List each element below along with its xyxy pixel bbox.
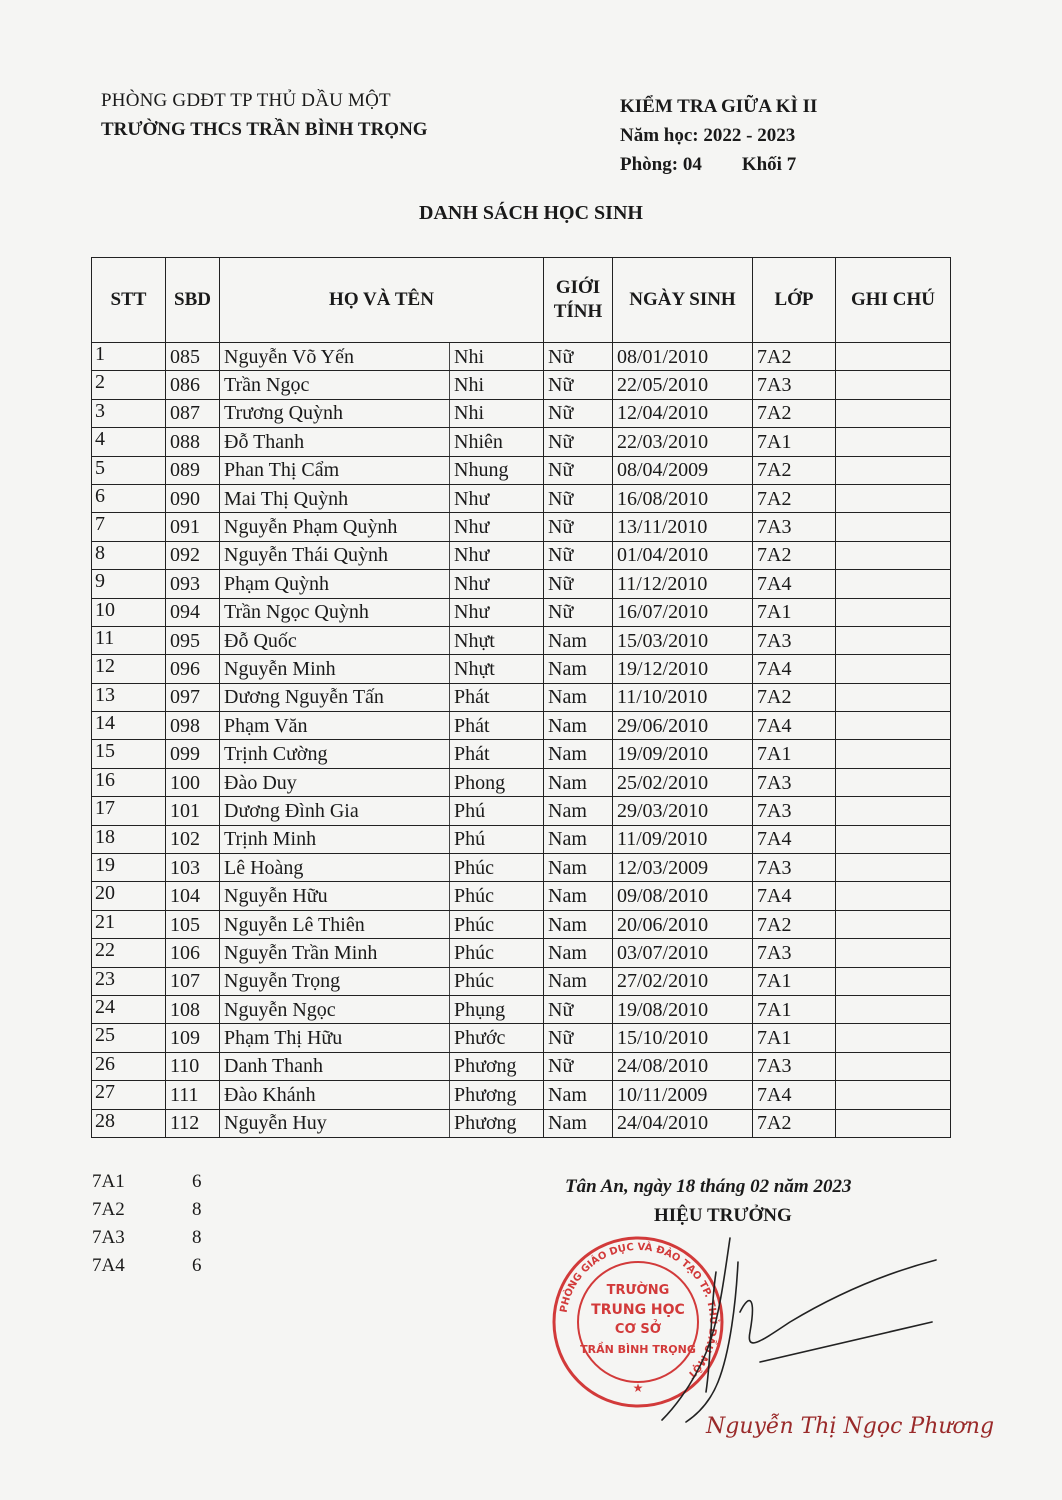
sbd-cell: 093 — [166, 570, 220, 598]
birth-date-cell: 24/08/2010 — [613, 1052, 753, 1080]
birth-date-cell: 11/12/2010 — [613, 570, 753, 598]
table-row — [92, 995, 951, 1023]
stt-cell: 10 — [92, 598, 166, 626]
stt-cell: 4 — [92, 428, 166, 456]
svg-text:TRƯỜNG: TRƯỜNG — [606, 1283, 670, 1298]
col-header-birth-date: NGÀY SINH — [613, 258, 753, 343]
table-row — [92, 882, 951, 910]
class-cell: 7A2 — [753, 399, 836, 427]
class-cell: 7A2 — [753, 1109, 836, 1137]
stt-cell: 13 — [92, 683, 166, 711]
sbd-cell: 095 — [166, 626, 220, 654]
department-name: PHÒNG GDĐT TP THỦ DẦU MỘT — [101, 90, 391, 111]
given-name-cell: Phúc — [450, 967, 544, 995]
sbd-cell: 087 — [166, 399, 220, 427]
given-name-cell: Phụng — [450, 995, 544, 1023]
class-cell: 7A3 — [753, 797, 836, 825]
birth-date-cell: 10/11/2009 — [613, 1081, 753, 1109]
class-cell: 7A4 — [753, 570, 836, 598]
sbd-cell: 086 — [166, 371, 220, 399]
class-cell: 7A3 — [753, 854, 836, 882]
class-cell: 7A4 — [753, 655, 836, 683]
name-cell: Đỗ Thanh — [220, 428, 450, 456]
table-row — [92, 1052, 951, 1080]
stt-cell: 6 — [92, 484, 166, 512]
note-cell — [836, 825, 951, 853]
table-row — [92, 683, 951, 711]
gender-cell: Nam — [544, 683, 613, 711]
grade-label: Khối 7 — [741, 154, 797, 175]
student-roster-table — [91, 257, 951, 1138]
sbd-cell: 103 — [166, 854, 220, 882]
birth-date-cell: 08/04/2009 — [613, 456, 753, 484]
note-cell — [836, 882, 951, 910]
stt-cell: 27 — [92, 1081, 166, 1109]
class-cell: 7A3 — [753, 513, 836, 541]
given-name-cell: Phương — [450, 1081, 544, 1109]
gender-cell: Nam — [544, 1081, 613, 1109]
class-cell: 7A2 — [753, 343, 836, 371]
gender-cell: Nữ — [544, 399, 613, 427]
class-summary-row — [92, 1224, 222, 1252]
birth-date-cell: 11/10/2010 — [613, 683, 753, 711]
note-cell — [836, 768, 951, 796]
svg-text:TRUNG HỌC: TRUNG HỌC — [591, 1302, 685, 1318]
stt-cell: 5 — [92, 456, 166, 484]
sbd-cell: 101 — [166, 797, 220, 825]
table-row — [92, 598, 951, 626]
note-cell — [836, 428, 951, 456]
name-cell: Dương Đình Gia — [220, 797, 450, 825]
summary-count: 6 — [192, 1255, 202, 1276]
note-cell — [836, 910, 951, 938]
note-cell — [836, 740, 951, 768]
name-cell: Nguyễn Ngọc — [220, 995, 450, 1023]
given-name-cell: Nhựt — [450, 655, 544, 683]
class-cell: 7A2 — [753, 910, 836, 938]
note-cell — [836, 1109, 951, 1137]
signer-name: Nguyễn Thị Ngọc Phương — [706, 1414, 995, 1439]
name-cell: Trịnh Minh — [220, 825, 450, 853]
gender-cell: Nữ — [544, 570, 613, 598]
note-cell — [836, 399, 951, 427]
gender-cell: Nam — [544, 740, 613, 768]
name-cell: Nguyễn Võ Yến — [220, 343, 450, 371]
name-cell: Đào Khánh — [220, 1081, 450, 1109]
stt-cell: 2 — [92, 371, 166, 399]
given-name-cell: Nhựt — [450, 626, 544, 654]
table-row — [92, 939, 951, 967]
given-name-cell: Phong — [450, 768, 544, 796]
summary-class: 7A1 — [92, 1171, 125, 1192]
given-name-cell: Nhung — [450, 456, 544, 484]
class-cell: 7A4 — [753, 1081, 836, 1109]
birth-date-cell: 13/11/2010 — [613, 513, 753, 541]
sbd-cell: 099 — [166, 740, 220, 768]
sbd-cell: 094 — [166, 598, 220, 626]
sbd-cell: 097 — [166, 683, 220, 711]
school-year: Năm học: 2022 - 2023 — [620, 125, 796, 146]
stt-cell: 8 — [92, 541, 166, 569]
stt-cell: 22 — [92, 939, 166, 967]
col-header-sbd: SBD — [166, 258, 220, 343]
stt-cell: 21 — [92, 910, 166, 938]
given-name-cell: Như — [450, 598, 544, 626]
gender-cell: Nam — [544, 854, 613, 882]
table-row — [92, 854, 951, 882]
class-summary-row — [92, 1252, 222, 1280]
sbd-cell: 109 — [166, 1024, 220, 1052]
name-cell: Nguyễn Hữu — [220, 882, 450, 910]
stt-cell: 18 — [92, 825, 166, 853]
gender-cell: Nữ — [544, 513, 613, 541]
birth-date-cell: 19/12/2010 — [613, 655, 753, 683]
gender-cell: Nữ — [544, 1024, 613, 1052]
sbd-cell: 107 — [166, 967, 220, 995]
stt-cell: 26 — [92, 1052, 166, 1080]
table-row — [92, 1024, 951, 1052]
stt-cell: 14 — [92, 712, 166, 740]
given-name-cell: Như — [450, 541, 544, 569]
svg-text:TRẦN BÌNH TRỌNG: TRẦN BÌNH TRỌNG — [580, 1343, 696, 1356]
room-label: Phòng: 04 — [620, 154, 702, 175]
place-date: Tân An, ngày 18 tháng 02 năm 2023 — [565, 1176, 852, 1197]
table-row — [92, 541, 951, 569]
given-name-cell: Phát — [450, 740, 544, 768]
gender-cell: Nam — [544, 797, 613, 825]
name-cell: Nguyễn Huy — [220, 1109, 450, 1137]
stt-cell: 12 — [92, 655, 166, 683]
given-name-cell: Phát — [450, 683, 544, 711]
given-name-cell: Như — [450, 570, 544, 598]
class-cell: 7A1 — [753, 995, 836, 1023]
summary-class: 7A4 — [92, 1255, 125, 1276]
gender-cell: Nam — [544, 712, 613, 740]
sbd-cell: 089 — [166, 456, 220, 484]
name-cell: Trương Quỳnh — [220, 399, 450, 427]
class-cell: 7A2 — [753, 541, 836, 569]
given-name-cell: Phúc — [450, 882, 544, 910]
note-cell — [836, 570, 951, 598]
gender-cell: Nữ — [544, 343, 613, 371]
note-cell — [836, 541, 951, 569]
birth-date-cell: 27/02/2010 — [613, 967, 753, 995]
stt-cell: 17 — [92, 797, 166, 825]
class-cell: 7A3 — [753, 371, 836, 399]
sbd-cell: 102 — [166, 825, 220, 853]
stt-cell: 28 — [92, 1109, 166, 1137]
col-header-gender — [544, 258, 613, 343]
summary-count: 8 — [192, 1227, 202, 1248]
gender-cell: Nữ — [544, 541, 613, 569]
signer-title: HIỆU TRƯỞNG — [654, 1205, 792, 1226]
table-row — [92, 343, 951, 371]
given-name-cell: Phúc — [450, 854, 544, 882]
note-cell — [836, 995, 951, 1023]
note-cell — [836, 712, 951, 740]
note-cell — [836, 683, 951, 711]
class-cell: 7A1 — [753, 598, 836, 626]
sbd-cell: 085 — [166, 343, 220, 371]
col-header-note: GHI CHÚ — [836, 258, 951, 343]
table-row — [92, 967, 951, 995]
table-row — [92, 655, 951, 683]
note-cell — [836, 655, 951, 683]
name-cell: Nguyễn Minh — [220, 655, 450, 683]
seal-ring-text: PHÒNG GIÁO DỤC VÀ ĐÀO TẠO TP. THỦ DẦU MỘT — [558, 1241, 719, 1381]
given-name-cell: Như — [450, 484, 544, 512]
stt-cell: 19 — [92, 854, 166, 882]
gender-cell: Nữ — [544, 598, 613, 626]
gender-cell: Nam — [544, 967, 613, 995]
name-cell: Phạm Văn — [220, 712, 450, 740]
name-cell: Dương Nguyễn Tấn — [220, 683, 450, 711]
given-name-cell: Nhi — [450, 399, 544, 427]
name-cell: Nguyễn Trần Minh — [220, 939, 450, 967]
col-header-class: LỚP — [753, 258, 836, 343]
note-cell — [836, 343, 951, 371]
table-row — [92, 1081, 951, 1109]
sbd-cell: 088 — [166, 428, 220, 456]
birth-date-cell: 12/03/2009 — [613, 854, 753, 882]
given-name-cell: Phước — [450, 1024, 544, 1052]
birth-date-cell: 15/10/2010 — [613, 1024, 753, 1052]
class-cell: 7A1 — [753, 428, 836, 456]
name-cell: Nguyễn Phạm Quỳnh — [220, 513, 450, 541]
table-row — [92, 399, 951, 427]
sbd-cell: 096 — [166, 655, 220, 683]
birth-date-cell: 20/06/2010 — [613, 910, 753, 938]
table-row — [92, 626, 951, 654]
birth-date-cell: 15/03/2010 — [613, 626, 753, 654]
table-row — [92, 484, 951, 512]
exam-title: KIỂM TRA GIỮA KÌ II — [620, 96, 818, 117]
exam-info — [620, 92, 817, 179]
table-row — [92, 768, 951, 796]
name-cell: Phạm Quỳnh — [220, 570, 450, 598]
note-cell — [836, 626, 951, 654]
sbd-cell: 108 — [166, 995, 220, 1023]
birth-date-cell: 22/05/2010 — [613, 371, 753, 399]
list-title: DANH SÁCH HỌC SINH — [419, 202, 643, 224]
svg-text:CƠ SỞ: CƠ SỞ — [614, 1322, 662, 1337]
gender-cell: Nam — [544, 655, 613, 683]
note-cell — [836, 854, 951, 882]
given-name-cell: Phú — [450, 825, 544, 853]
note-cell — [836, 598, 951, 626]
gender-cell: Nam — [544, 825, 613, 853]
birth-date-cell: 01/04/2010 — [613, 541, 753, 569]
table-row — [92, 797, 951, 825]
gender-header-line2: TÍNH — [553, 301, 603, 322]
stt-cell: 25 — [92, 1024, 166, 1052]
sbd-cell: 110 — [166, 1052, 220, 1080]
name-cell: Trịnh Cường — [220, 740, 450, 768]
class-cell: 7A1 — [753, 1024, 836, 1052]
stt-cell: 9 — [92, 570, 166, 598]
note-cell — [836, 484, 951, 512]
class-cell: 7A2 — [753, 456, 836, 484]
class-cell: 7A3 — [753, 939, 836, 967]
birth-date-cell: 29/03/2010 — [613, 797, 753, 825]
birth-date-cell: 19/08/2010 — [613, 995, 753, 1023]
table-row — [92, 712, 951, 740]
given-name-cell: Phúc — [450, 910, 544, 938]
birth-date-cell: 22/03/2010 — [613, 428, 753, 456]
given-name-cell: Phát — [450, 712, 544, 740]
name-cell: Đỗ Quốc — [220, 626, 450, 654]
table-row — [92, 570, 951, 598]
sbd-cell: 092 — [166, 541, 220, 569]
given-name-cell: Nhi — [450, 371, 544, 399]
roster-body — [92, 343, 951, 1138]
class-summary-row — [92, 1196, 222, 1224]
sbd-cell: 104 — [166, 882, 220, 910]
note-cell — [836, 939, 951, 967]
note-cell — [836, 1081, 951, 1109]
birth-date-cell: 08/01/2010 — [613, 343, 753, 371]
summary-class: 7A3 — [92, 1227, 125, 1248]
table-row — [92, 740, 951, 768]
given-name-cell: Nhiên — [450, 428, 544, 456]
stt-cell: 23 — [92, 967, 166, 995]
stt-cell: 1 — [92, 343, 166, 371]
gender-cell: Nam — [544, 768, 613, 796]
table-row — [92, 1109, 951, 1137]
name-cell: Đào Duy — [220, 768, 450, 796]
gender-cell: Nữ — [544, 371, 613, 399]
birth-date-cell: 29/06/2010 — [613, 712, 753, 740]
class-summary — [92, 1168, 222, 1280]
sbd-cell: 112 — [166, 1109, 220, 1137]
given-name-cell: Phương — [450, 1052, 544, 1080]
sbd-cell: 091 — [166, 513, 220, 541]
gender-cell: Nữ — [544, 995, 613, 1023]
note-cell — [836, 1024, 951, 1052]
given-name-cell: Nhi — [450, 343, 544, 371]
sbd-cell: 111 — [166, 1081, 220, 1109]
birth-date-cell: 24/04/2010 — [613, 1109, 753, 1137]
table-row — [92, 371, 951, 399]
table-row — [92, 456, 951, 484]
signature-icon — [640, 1232, 940, 1432]
sbd-cell: 090 — [166, 484, 220, 512]
sbd-cell: 098 — [166, 712, 220, 740]
note-cell — [836, 1052, 951, 1080]
note-cell — [836, 456, 951, 484]
birth-date-cell: 03/07/2010 — [613, 939, 753, 967]
gender-cell: Nam — [544, 882, 613, 910]
class-cell: 7A4 — [753, 712, 836, 740]
gender-cell: Nam — [544, 626, 613, 654]
class-cell: 7A2 — [753, 484, 836, 512]
sbd-cell: 106 — [166, 939, 220, 967]
note-cell — [836, 797, 951, 825]
stt-cell: 16 — [92, 768, 166, 796]
class-cell: 7A1 — [753, 740, 836, 768]
class-summary-row — [92, 1168, 222, 1196]
name-cell: Mai Thị Quỳnh — [220, 484, 450, 512]
name-cell: Nguyễn Lê Thiên — [220, 910, 450, 938]
birth-date-cell: 25/02/2010 — [613, 768, 753, 796]
given-name-cell: Phúc — [450, 939, 544, 967]
gender-cell: Nam — [544, 939, 613, 967]
gender-header-line1: GIỚI — [555, 277, 601, 298]
birth-date-cell: 09/08/2010 — [613, 882, 753, 910]
birth-date-cell: 16/08/2010 — [613, 484, 753, 512]
stt-cell: 7 — [92, 513, 166, 541]
gender-cell: Nam — [544, 910, 613, 938]
stt-cell: 20 — [92, 882, 166, 910]
gender-cell: Nữ — [544, 456, 613, 484]
birth-date-cell: 19/09/2010 — [613, 740, 753, 768]
table-row — [92, 825, 951, 853]
table-row — [92, 910, 951, 938]
class-cell: 7A4 — [753, 825, 836, 853]
stt-cell: 24 — [92, 995, 166, 1023]
class-cell: 7A3 — [753, 768, 836, 796]
col-header-full-name: HỌ VÀ TÊN — [220, 258, 544, 343]
svg-text:★: ★ — [632, 1381, 644, 1395]
stt-cell: 11 — [92, 626, 166, 654]
gender-cell: Nữ — [544, 484, 613, 512]
note-cell — [836, 513, 951, 541]
name-cell: Phạm Thị Hữu — [220, 1024, 450, 1052]
name-cell: Phan Thị Cẩm — [220, 456, 450, 484]
given-name-cell: Như — [450, 513, 544, 541]
table-header-row — [92, 258, 951, 343]
gender-cell: Nữ — [544, 1052, 613, 1080]
name-cell: Trần Ngọc Quỳnh — [220, 598, 450, 626]
birth-date-cell: 16/07/2010 — [613, 598, 753, 626]
note-cell — [836, 967, 951, 995]
name-cell: Lê Hoàng — [220, 854, 450, 882]
stt-cell: 15 — [92, 740, 166, 768]
name-cell: Nguyễn Thái Quỳnh — [220, 541, 450, 569]
note-cell — [836, 371, 951, 399]
summary-count: 8 — [192, 1199, 202, 1220]
birth-date-cell: 11/09/2010 — [613, 825, 753, 853]
sbd-cell: 100 — [166, 768, 220, 796]
name-cell: Trần Ngọc — [220, 371, 450, 399]
name-cell: Nguyễn Trọng — [220, 967, 450, 995]
col-header-stt: STT — [92, 258, 166, 343]
school-name: TRƯỜNG THCS TRẦN BÌNH TRỌNG — [101, 119, 428, 140]
summary-class: 7A2 — [92, 1199, 125, 1220]
name-cell: Danh Thanh — [220, 1052, 450, 1080]
gender-cell: Nữ — [544, 428, 613, 456]
class-cell: 7A2 — [753, 683, 836, 711]
given-name-cell: Phú — [450, 797, 544, 825]
summary-count: 6 — [192, 1171, 202, 1192]
birth-date-cell: 12/04/2010 — [613, 399, 753, 427]
stt-cell: 3 — [92, 399, 166, 427]
class-cell: 7A3 — [753, 1052, 836, 1080]
class-cell: 7A4 — [753, 882, 836, 910]
table-row — [92, 428, 951, 456]
room-grade — [620, 150, 817, 179]
table-row — [92, 513, 951, 541]
sbd-cell: 105 — [166, 910, 220, 938]
given-name-cell: Phương — [450, 1109, 544, 1137]
class-cell: 7A3 — [753, 626, 836, 654]
gender-cell: Nam — [544, 1109, 613, 1137]
class-cell: 7A1 — [753, 967, 836, 995]
